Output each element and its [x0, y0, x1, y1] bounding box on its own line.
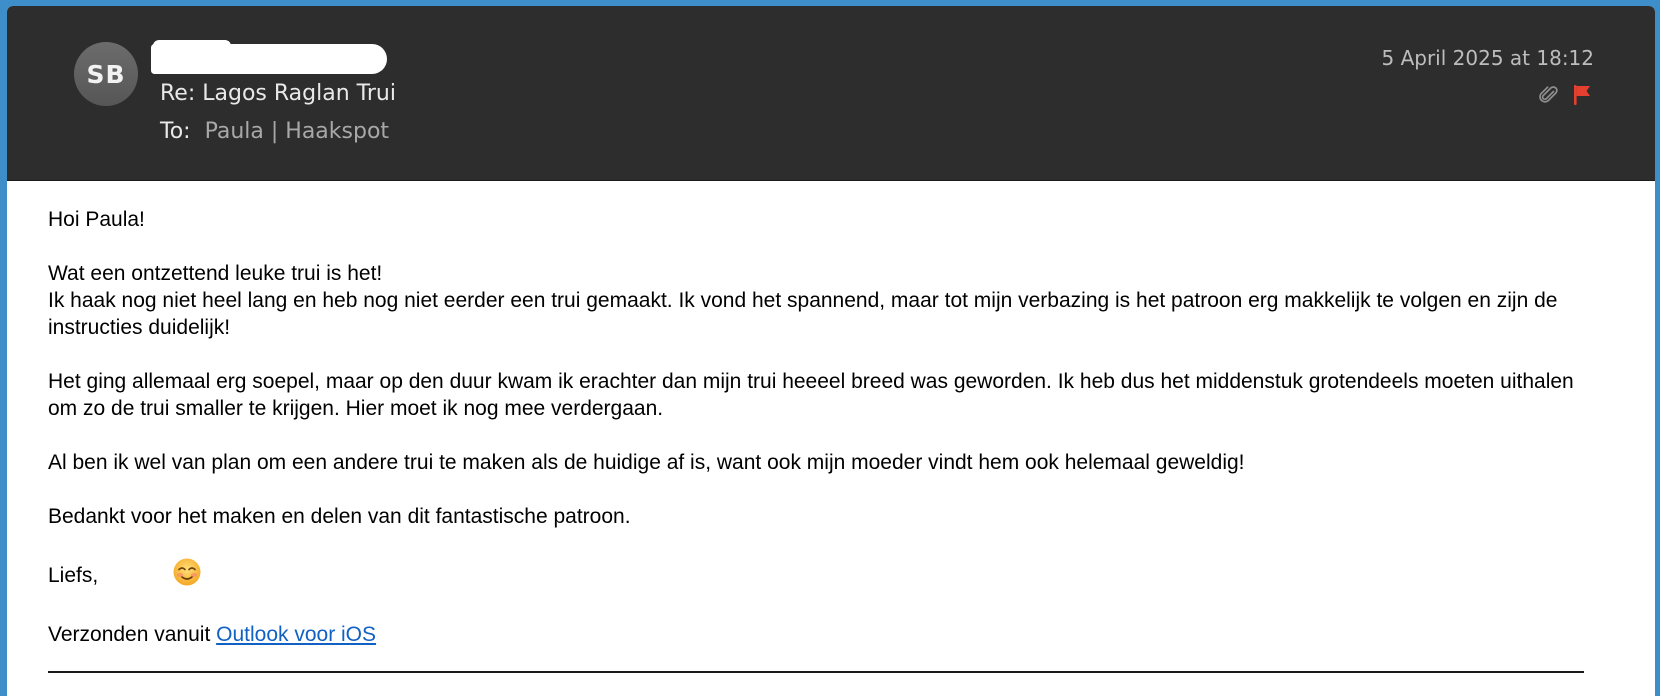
intro-line-1: Wat een ontzettend leuke trui is het!	[48, 262, 383, 285]
email-header	[7, 6, 1655, 181]
sender-avatar[interactable]: SB	[74, 42, 138, 106]
greeting: Hoi Paula!	[48, 208, 145, 231]
smiling-face-emoji-icon	[172, 557, 202, 594]
paragraph-thanks: Bedankt voor het maken en delen van dit fantastische patroon.	[48, 505, 631, 528]
paragraph-intro	[48, 260, 1608, 341]
paragraph-plans: Al ben ik wel van plan om een andere trui te maken als de huidige af is, want ook mijn moeder vindt hem ook helemaal geweldig!	[48, 451, 1245, 474]
signoff-line	[48, 557, 1608, 594]
recipient-line	[160, 119, 389, 144]
signoff: Liefs,	[48, 564, 99, 587]
paragraph-progress: Het ging allemaal erg soepel, maar op den duur kwam ik erachter dan mijn trui heeeel breed was geworden. Ik heb dus het middenstuk grotendeels moeten uithalen om zo de trui smaller te krijgen. Hier moet ik nog mee verdergaan.	[48, 370, 1574, 420]
flag-icon[interactable]	[1573, 84, 1591, 111]
to-label: To:	[160, 119, 191, 144]
email-body	[48, 206, 1608, 675]
sent-from-text: Verzonden vanuit	[48, 623, 217, 646]
email-date: 5 April 2025 at 18:12	[1381, 46, 1594, 70]
sent-from-line	[48, 621, 1608, 648]
outlook-ios-link[interactable]: Outlook voor iOS	[216, 623, 377, 646]
email-subject: Re: Lagos Raglan Trui	[160, 81, 396, 106]
recipient-name[interactable]: Paula | Haakspot	[204, 119, 390, 144]
sender-name-redacted	[151, 44, 387, 74]
intro-line-2: Ik haak nog niet heel lang en heb nog niet eerder een trui gemaakt. Ik vond het spannend, maar tot mijn verbazing is het patroon erg makkelijk te volgen en zijn de instructies duidelijk!	[48, 289, 1558, 339]
header-icons	[1539, 84, 1591, 111]
paperclip-icon[interactable]	[1539, 84, 1559, 111]
divider	[48, 671, 1584, 673]
